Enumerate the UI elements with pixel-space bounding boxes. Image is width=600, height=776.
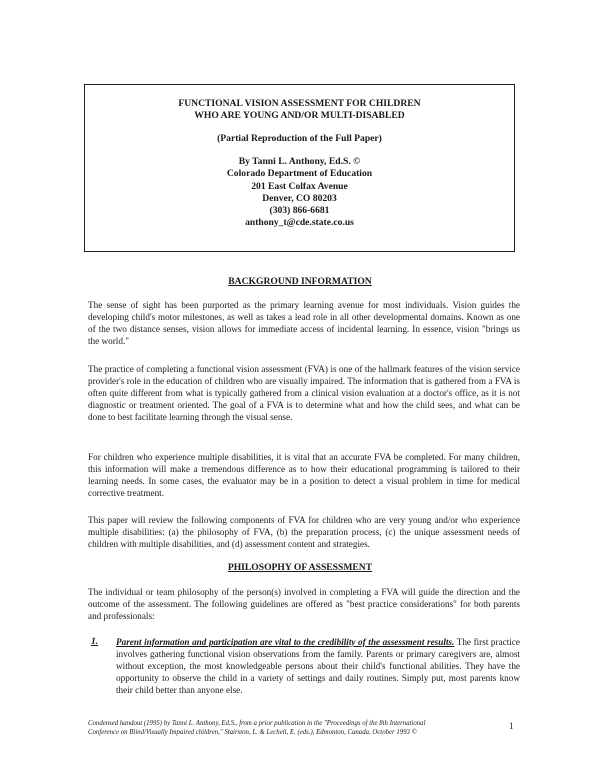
author-organization: Colorado Department of Education — [226, 168, 373, 180]
author-city: Denver, CO 80203 — [262, 192, 337, 204]
title-line-2: WHO ARE YOUNG AND/OR MULTI-DISABLED — [194, 110, 405, 121]
background-paragraph-1: The sense of sight has been purported as the primary learning avenue for most individuals. Vision guides the developing child's motor milestones, as well as takes a lead role in all other developmental domains. Known as one of the two distance senses, vision allows for immediate access of incidental learning. In essence, vision "brings us the world." — [88, 300, 520, 346]
author-block — [85, 156, 514, 230]
background-heading: BACKGROUND INFORMATION — [228, 276, 372, 287]
background-paragraph-4: This paper will review the following components of FVA for children who are very young and/or who experience multiple disabilities: (a) the philosophy of FVA, (b) the preparation process, (c) the unique assessment needs of children with multiple disabilities, and (d) assessment content and strategies. — [88, 515, 520, 549]
title-line-1: FUNCTIONAL VISION ASSESSMENT FOR CHILDREN — [178, 98, 421, 109]
list-item-text: The first practice involves gathering functional vision observations from the family. Parents or primary caregivers are, almost without exception, the most knowledgeable persons about their child's functional abilities. They have the opportunity to observe the child in a variety of settings and daily routines. Simply put, most parents know their child better than anyone else. — [116, 637, 520, 695]
paper-subtitle: (Partial Reproduction of the Full Paper) — [217, 133, 382, 144]
philosophy-heading: PHILOSOPHY OF ASSESSMENT — [227, 562, 373, 573]
author-phone: (303) 866-6681 — [269, 205, 330, 217]
page-footer — [88, 719, 488, 737]
author-email: anthony_t@cde.state.co.us — [245, 217, 354, 229]
list-item-number: 1. — [91, 636, 99, 647]
page-number: 1 — [509, 721, 514, 731]
philosophy-paragraph-1: The individual or team philosophy of the person(s) involved in completing a FVA will guide the direction and the outcome of the assessment. The following guidelines are offered as "best practice considerations" for both parents and professionals: — [88, 587, 520, 621]
footer-line-1: Condensed handout (1995) by Tanni L. Anthony, Ed.S., from a prior publication in the "Proceedings of the 8th International — [88, 720, 426, 727]
footer-line-2: Conference on Blind/Visually Impaired children," Stairston, L. & Lechelt, E. (eds.), Edmonton, Canada, October 1993 © — [88, 729, 417, 736]
author-street: 201 East Colfax Avenue — [251, 180, 348, 192]
paper-title — [85, 98, 514, 122]
background-paragraph-3: For children who experience multiple disabilities, it is vital that an accurate FVA be completed. For many children, this information will make a tremendous difference as to how their educational programming is tailored to their learning needs. In some cases, the evaluator may be in a position to detect a visual problem in time for medical corrective treatment. — [88, 452, 520, 498]
author-name: By Tanni L. Anthony, Ed.S. © — [238, 156, 361, 167]
title-box — [84, 84, 515, 252]
list-item — [116, 636, 520, 696]
list-item-heading: Parent information and participation are vital to the credibility of the assessment results. — [116, 637, 455, 647]
background-paragraph-2: The practice of completing a functional vision assessment (FVA) is one of the hallmark features of the vision service provider's role in the education of children who are visually impaired. The information that is gathered from a FVA is often quite different from what is typically gathered from a clinical vision evaluation at a doctor's office, as it is not diagnostic or treatment oriented. The goal of a FVA is to determine what and how the child sees, and what can be done to best facilitate learning through the visual sense. — [88, 364, 520, 422]
